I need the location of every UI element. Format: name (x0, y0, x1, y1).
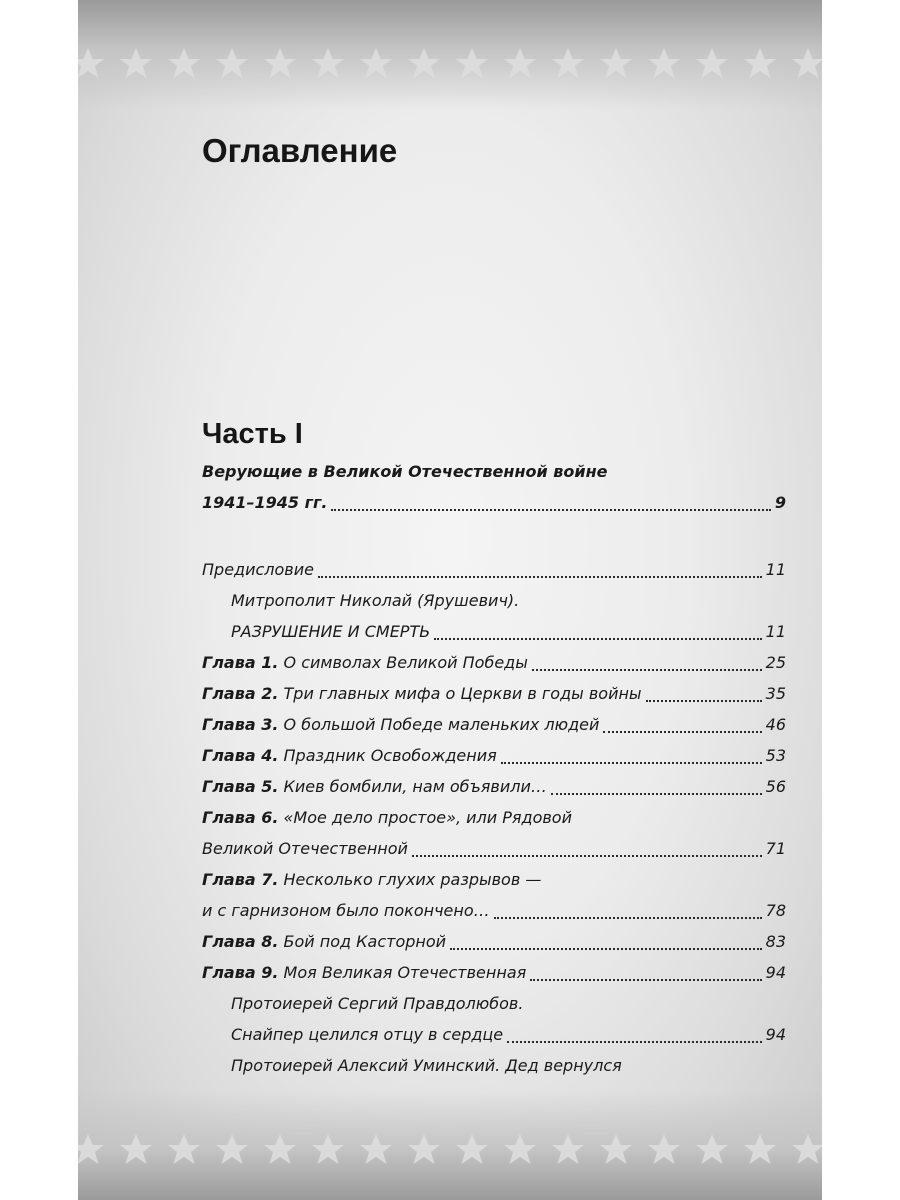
dot-leader (434, 638, 761, 640)
star-pattern-top (78, 42, 822, 82)
toc-entry-preface[interactable]: Предисловие 11 (202, 560, 786, 579)
toc-entry-chapter-2[interactable]: Глава 2. Три главных мифа о Церкви в годы войны 35 (202, 684, 786, 703)
dot-leader (331, 509, 770, 511)
dot-leader (501, 762, 762, 764)
star-band-top (78, 0, 822, 110)
part-label: Часть I (202, 418, 303, 450)
dot-leader (551, 793, 762, 795)
toc-entry-sub-essay-1[interactable]: Снайпер целился отцу в сердце 94 (231, 1025, 786, 1044)
dot-leader (450, 948, 762, 950)
book-page (78, 0, 822, 1200)
dot-leader (507, 1041, 762, 1043)
toc-entry-chapter-3[interactable]: Глава 3. О большой Победе маленьких людей 46 (202, 715, 786, 734)
dot-leader (603, 731, 761, 733)
dot-leader (532, 669, 762, 671)
toc-entry-subauthor-1[interactable]: Протоиерей Сергий Правдолюбов. (231, 994, 524, 1013)
page-title: Оглавление (202, 132, 398, 169)
toc-entry-chapter-6[interactable]: Глава 6. «Мое дело простое», или Рядовой (202, 808, 572, 827)
toc-entry-chapter-8[interactable]: Глава 8. Бой под Касторной 83 (202, 932, 786, 951)
toc-entry-subauthor-2[interactable]: Протоиерей Алексий Уминский. Дед вернулся (231, 1056, 622, 1075)
part-title-line2[interactable]: 1941–1945 гг. 9 (202, 493, 786, 512)
toc-entry-chapter-9[interactable]: Глава 9. Моя Великая Отечественная 94 (202, 963, 786, 982)
toc-entry-chapter-5[interactable]: Глава 5. Киев бомбили, нам объявили… 56 (202, 777, 786, 796)
toc-entry-author[interactable]: Митрополит Николай (Ярушевич). (231, 591, 520, 610)
toc-entry-chapter-7-cont[interactable]: и с гарнизоном было покончено… 78 (202, 901, 786, 920)
table-of-contents (202, 456, 786, 1081)
dot-leader (530, 979, 761, 981)
star-pattern-bottom (78, 1128, 822, 1168)
toc-entry-essay[interactable]: РАЗРУШЕНИЕ И СМЕРТЬ 11 (231, 622, 786, 641)
toc-entry-chapter-4[interactable]: Глава 4. Праздник Освобождения 53 (202, 746, 786, 765)
dot-leader (318, 576, 762, 578)
toc-entry-chapter-6-cont[interactable]: Великой Отечественной 71 (202, 839, 786, 858)
toc-entry-chapter-1[interactable]: Глава 1. О символах Великой Победы 25 (202, 653, 786, 672)
toc-entry-chapter-7[interactable]: Глава 7. Несколько глухих разрывов — (202, 870, 542, 889)
dot-leader (494, 917, 762, 919)
star-band-bottom (78, 1090, 822, 1200)
dot-leader (646, 700, 762, 702)
part-title-line1[interactable]: Верующие в Великой Отечественной войне (202, 462, 608, 481)
dot-leader (412, 855, 762, 857)
